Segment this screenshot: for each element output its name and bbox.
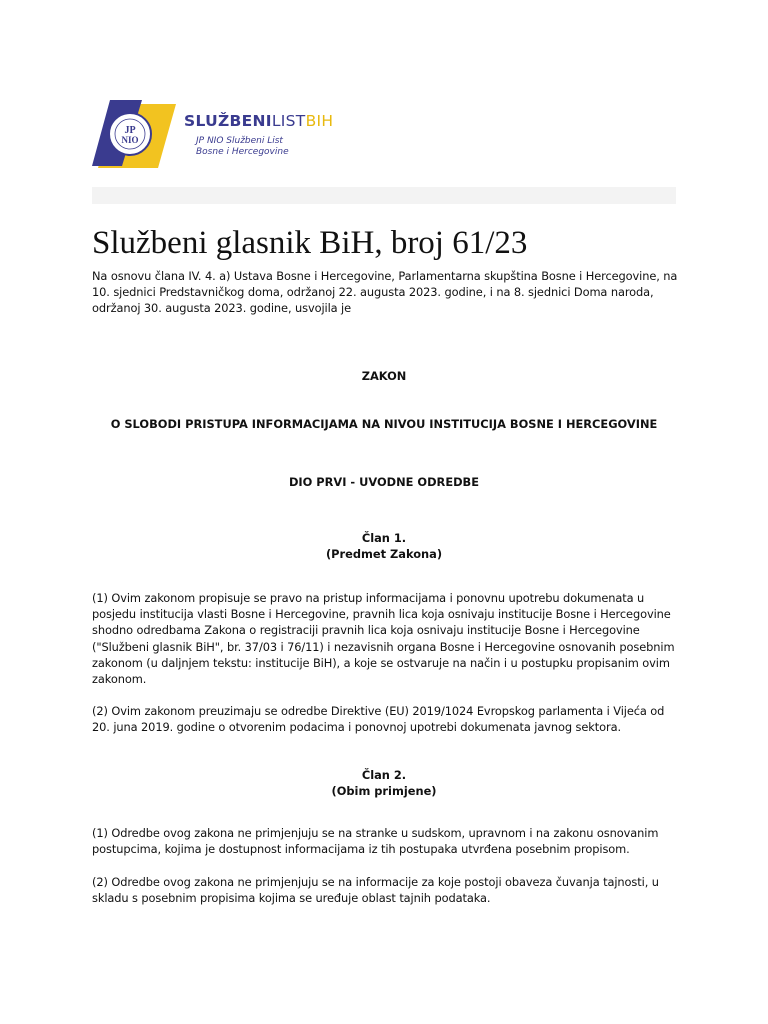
law-heading: ZAKON <box>361 369 407 383</box>
logo-emblem-icon <box>92 100 178 170</box>
article-2-paragraph-1: (1) Odredbe ovog zakona ne primjenjuju se na stranke u sudskom, upravnom i na zakonu osnovanim postupcima, kojima je dostupnost informacijama iz tih postupaka utvrđena posebnim propisom. <box>92 826 659 857</box>
article-1-number: Član 1. <box>361 531 407 545</box>
article-2-title: (Obim primjene) <box>331 784 437 798</box>
svg-text:JP: JP <box>124 125 136 136</box>
preamble-paragraph: Na osnovu člana IV. 4. a) Ustava Bosne i Hercegovine, Parlamentarna skupština Bosne i Hercegovine, na 10. sjednici Predstavničkog doma, održanoj 22. augusta 2023. godine, i na 8. sjednici Doma naroda, održanoj 30. augusta 2023. godine, usvojila je <box>92 269 678 316</box>
logo-subtitle <box>196 136 289 158</box>
article-2-number: Član 2. <box>361 768 407 782</box>
logo-brand-part-3: BIH <box>305 112 334 130</box>
logo-brand-part-2: LIST <box>271 112 306 130</box>
law-name: O SLOBODI PRISTUPA INFORMACIJAMA NA NIVOU INSTITUCIJA BOSNE I HERCEGOVINE <box>110 417 658 431</box>
svg-text:NIO: NIO <box>121 135 139 145</box>
logo-subtitle-line-2: Bosne i Hercegovine <box>196 147 289 157</box>
logo-brand-name <box>184 112 333 130</box>
part-heading: DIO PRVI - UVODNE ODREDBE <box>288 475 480 489</box>
document-title: Službeni glasnik BiH, broj 61/23 <box>92 225 528 261</box>
article-1-paragraph-2: (2) Ovim zakonom preuzimaju se odredbe Direktive (EU) 2019/1024 Evropskog parlamenta i Vijeća od 20. juna 2019. godine o otvorenim podacima i ponovnoj upotrebi dokumenata javnog sektora. <box>92 704 665 735</box>
logo-subtitle-line-1: JP NIO Službeni List <box>196 136 283 146</box>
article-2-paragraph-2: (2) Odredbe ovog zakona ne primjenjuju se na informacije za koje postoji obaveza čuvanja tajnosti, u skladu s posebnim propisima kojima se uređuje oblast tajnih podataka. <box>92 875 659 906</box>
article-1-paragraph-1: (1) Ovim zakonom propisuje se pravo na pristup informacijama i ponovnu upotrebu dokumenata u posjedu institucija vlasti Bosne i Hercegovine, pravnih lica koja osnivaju institucije Bosne i Hercegovine shodno odredbama Zakona o registraciji pravnih lica koja osnivaju institucije Bosne i Hercegovine ("Službeni glasnik BiH", br. 37/03 i 76/11) i nezavisnih organa Bosne i Hercegovine osnovanih posebnim zakonom (u daljnjem tekstu: institucije BiH), a koje se ostvaruje na način i u postupku propisanim ovim zakonom. <box>92 591 675 687</box>
article-1-title: (Predmet Zakona) <box>325 547 443 561</box>
publisher-logo <box>92 100 362 172</box>
logo-brand-part-1: SLUŽBENI <box>184 112 272 130</box>
header-divider-bar <box>92 187 676 204</box>
